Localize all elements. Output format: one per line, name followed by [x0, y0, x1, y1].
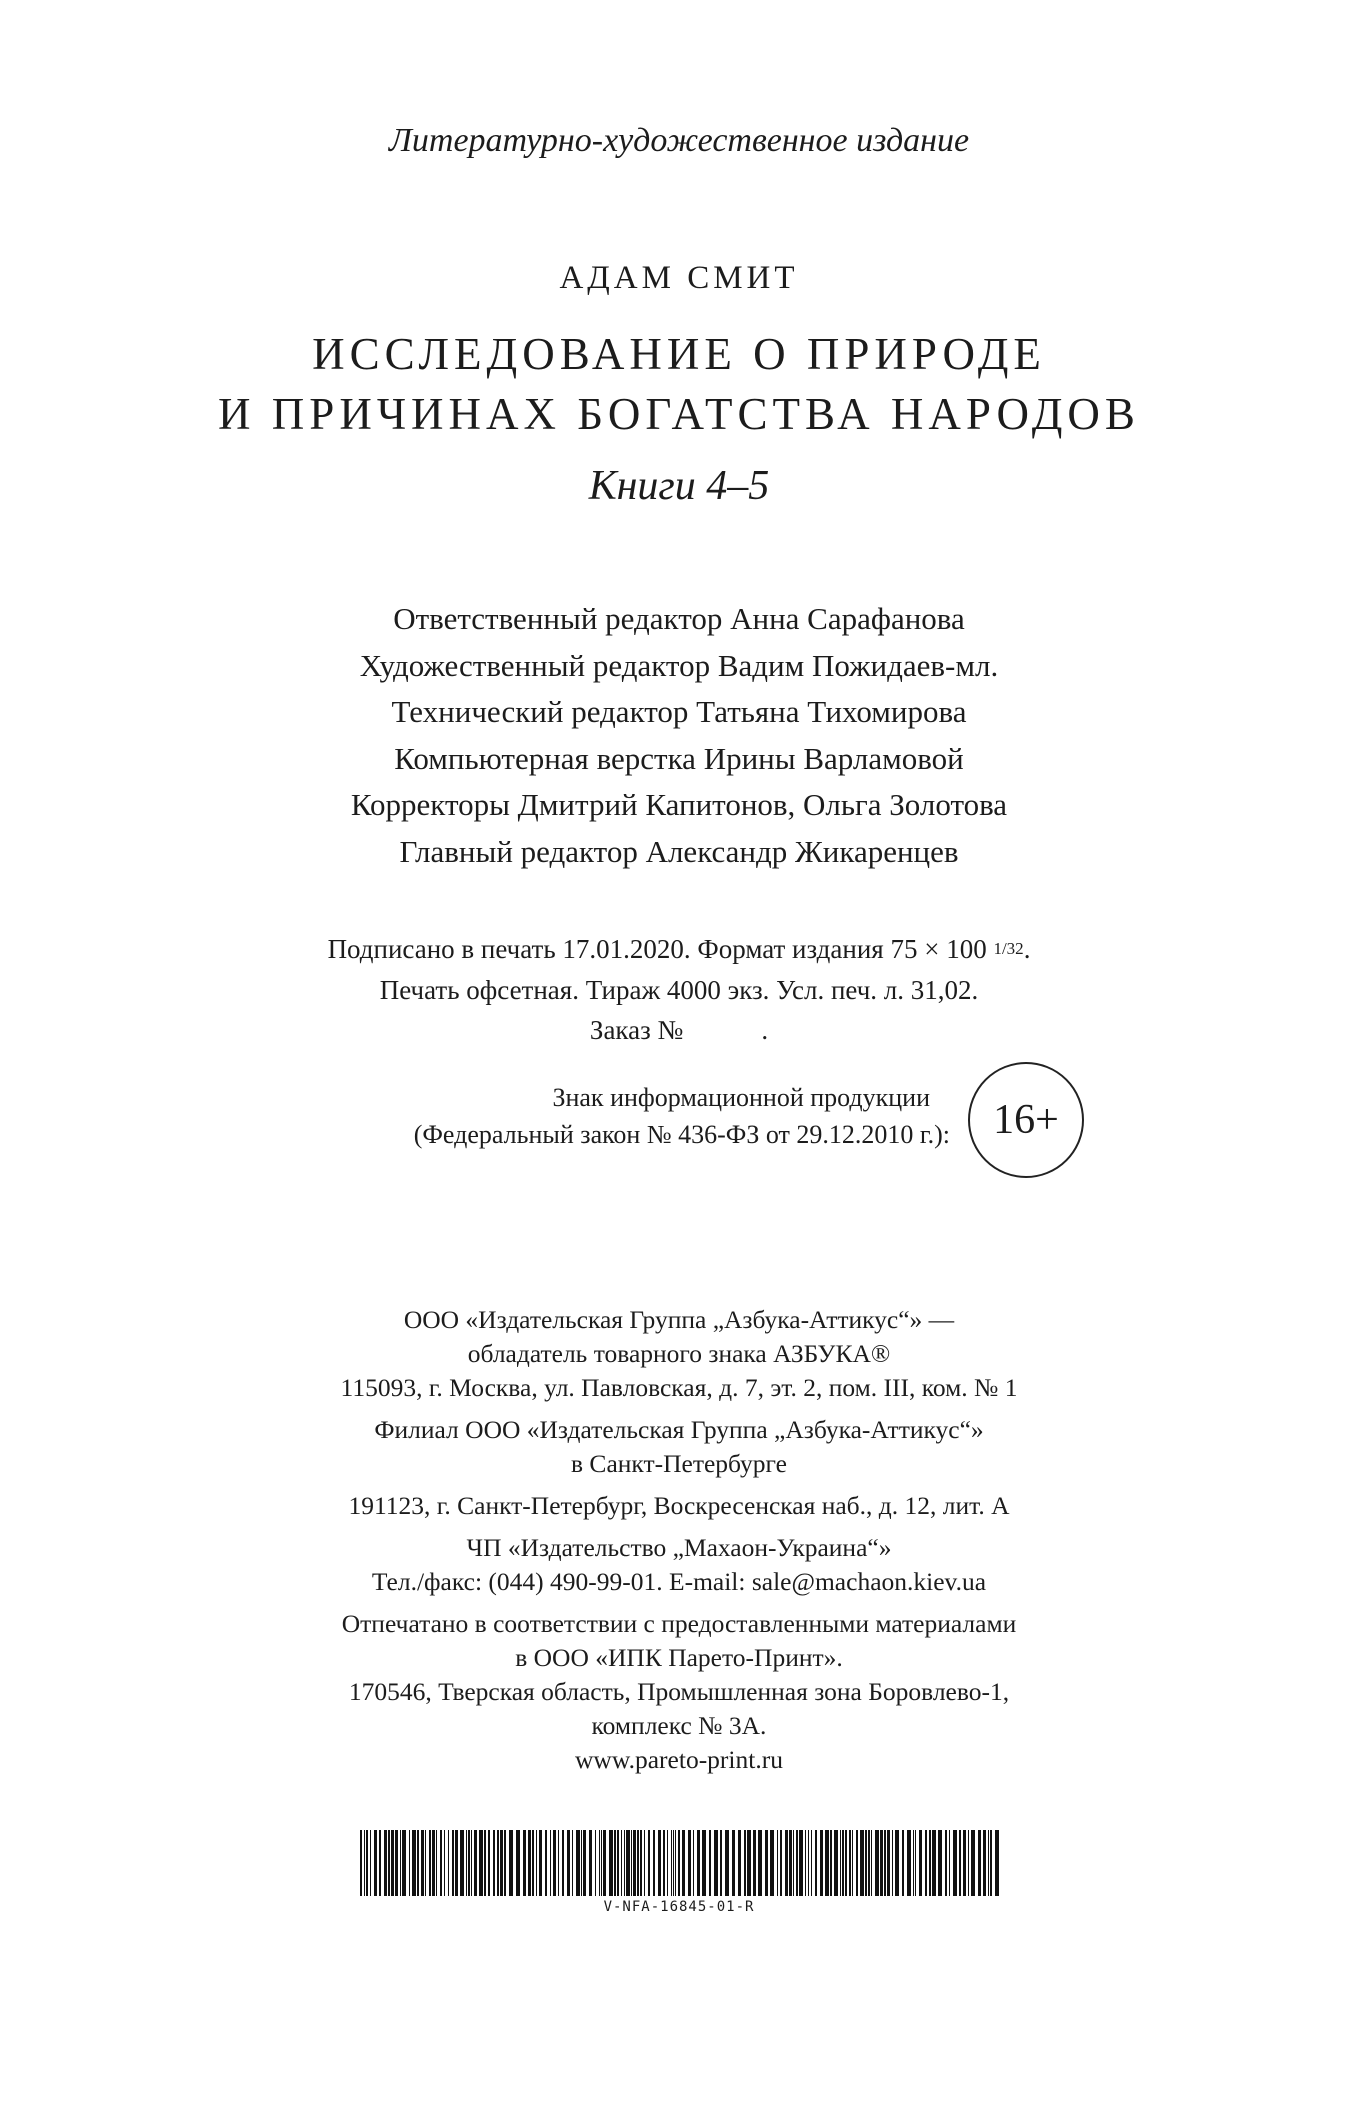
publisher-info — [0, 1303, 1358, 1777]
order-end: . — [761, 1015, 769, 1045]
publisher-line: обладатель товарного знака АЗБУКА® — [467, 1339, 891, 1368]
credit-line: Компьютерная верстка Ирины Варламовой — [394, 740, 964, 776]
credit-line: Художественный редактор Вадим Пожидаев-мл. — [359, 647, 999, 683]
book-subtitle: Книги 4–5 — [588, 463, 770, 509]
publisher-line: www.pareto-print.ru — [575, 1745, 783, 1774]
publisher-line: 115093, г. Москва, ул. Павловская, д. 7, эт. 2, пом. III, ком. № 1 — [340, 1373, 1018, 1402]
publisher-line: ЧП «Издательство „Махаон-Украина“» — [466, 1533, 892, 1562]
editorial-credits — [0, 596, 1358, 875]
publisher-line: Тел./факс: (044) 490-99-01. E-mail: sale@machaon.kiev.ua — [371, 1567, 987, 1596]
print-info-line-2: Печать офсетная. Тираж 4000 экз. Усл. печ. л. 31,02. — [379, 975, 979, 1005]
barcode-number: V-NFA-16845-01-R — [603, 1899, 755, 1915]
credit-line: Технический редактор Татьяна Тихомирова — [391, 694, 967, 729]
edition-type: Литературно-художественное издание — [388, 122, 970, 159]
publisher-line: в ООО «ИПК Парето-Принт». — [515, 1643, 843, 1672]
publisher-line: ООО «Издательская Группа „Азбука-Аттикус“» — — [403, 1305, 955, 1334]
book-title-line-1: ИССЛЕДОВАНИЕ О ПРИРОДЕ — [312, 329, 1046, 379]
credit-line: Главный редактор Александр Жикаренцев — [399, 833, 959, 869]
publisher-line: Филиал ООО «Издательская Группа „Азбука-Аттикус“» — [374, 1415, 984, 1444]
book-title-line-2: И ПРИЧИНАХ БОГАТСТВА НАРОДОВ — [218, 389, 1140, 439]
publisher-line: 170546, Тверская область, Промышленная зона Боровлево-1, — [348, 1677, 1010, 1706]
age-rating-text: 16+ — [993, 1097, 1059, 1143]
publisher-line: в Санкт-Петербурге — [571, 1449, 787, 1478]
print-format-end: . — [1023, 934, 1031, 964]
order-label: Заказ № — [589, 1015, 684, 1045]
barcode — [360, 1830, 1000, 1896]
credit-line: Ответственный редактор Анна Сарафанова — [393, 601, 965, 636]
age-sign-law: (Федеральный закон № 436-ФЗ от 29.12.2010 г.): — [413, 1120, 950, 1149]
format-fraction: 1/32 — [993, 939, 1024, 958]
publisher-line: комплекс № 3А. — [591, 1711, 767, 1740]
print-format: Подписано в печать 17.01.2020. Формат издания 75 × 100 — [327, 934, 987, 964]
credit-line: Корректоры Дмитрий Капитонов, Ольга Золотова — [350, 787, 1008, 822]
print-info-line-3 — [0, 1015, 1358, 1046]
age-sign-label: Знак информационной продукции — [552, 1083, 930, 1112]
print-info-line-1 — [0, 934, 1358, 965]
publisher-line: 191123, г. Санкт-Петербург, Воскресенская наб., д. 12, лит. А — [348, 1491, 1010, 1520]
publisher-line: Отпечатано в соответствии с предоставленными материалами — [341, 1609, 1017, 1638]
age-rating-badge — [968, 1062, 1084, 1178]
author-name: АДАМ СМИТ — [559, 260, 799, 296]
